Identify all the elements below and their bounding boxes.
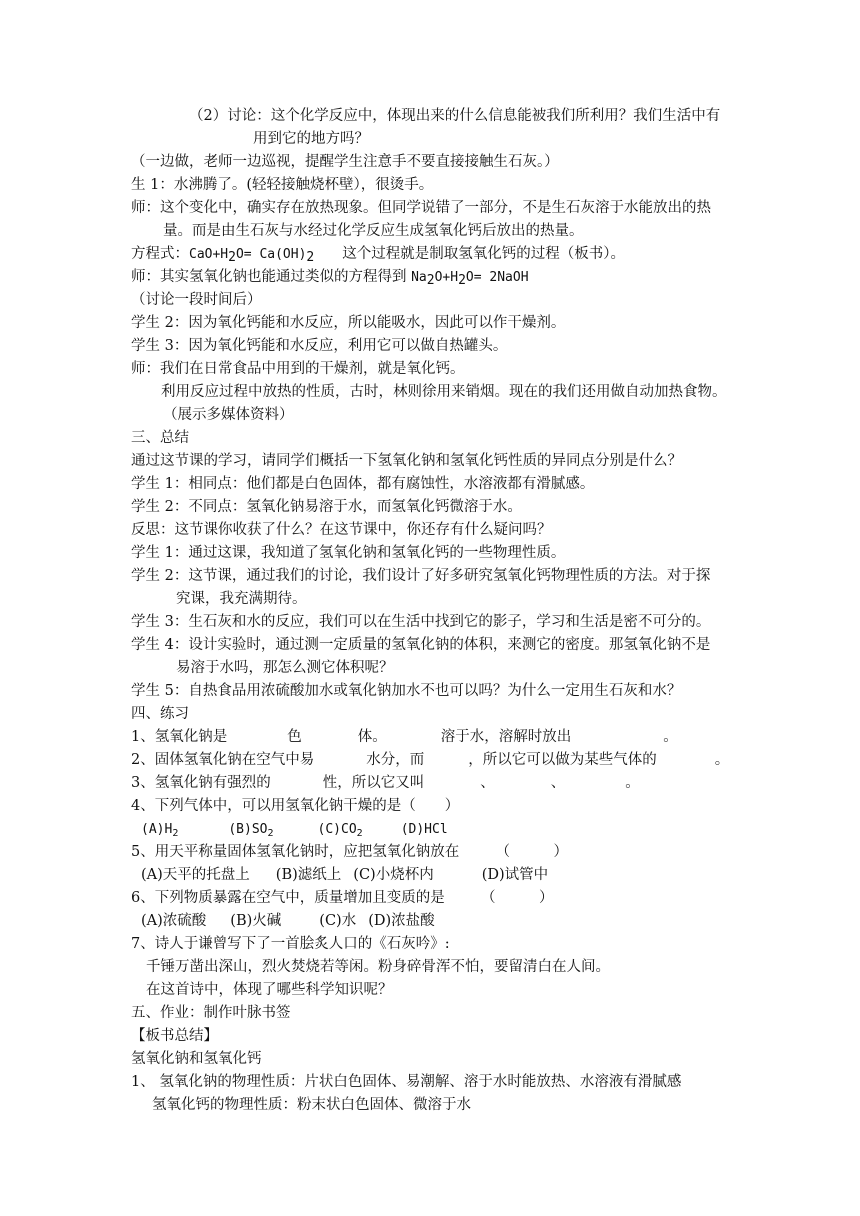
option-c: (C)水 — [319, 913, 357, 929]
exercise-3 — [131, 773, 640, 793]
exercise-text: 。 — [625, 775, 640, 791]
exercise-text: 3、氢氧化钠有强烈的 — [131, 775, 271, 791]
exercise-text: 溶于水，溶解时放出 — [440, 729, 572, 745]
board-summary-caoh2: 氢氧化钙的物理性质：粉末状白色固体、微溶于水 — [152, 1097, 471, 1113]
subscript: 2 — [228, 250, 236, 265]
option-d: (D)试管中 — [481, 867, 549, 883]
section-homework: 五、作业：制作叶脉书签 — [131, 1005, 291, 1021]
multimedia-note: （展示多媒体资料） — [163, 407, 294, 423]
equation-note: 这个过程就是制取氢氧化钙的过程（板书）。 — [342, 246, 625, 262]
option-b: $(B)SO_2$ — [228, 822, 274, 839]
exercise-4-question: 4、下列气体中，可以用氢氧化钠干燥的是（ ） — [131, 798, 460, 814]
exercise-text: 2、固体氢氧化钠在空气中易 — [131, 752, 315, 768]
teacher-note: （一边做，老师一边巡视，提醒学生注意手不要直接接触生石灰。） — [131, 154, 559, 170]
section-summary-heading: 三、总结 — [131, 430, 189, 446]
student-3-reply: 学生 3：因为氧化钙能和水反应，利用它可以做自热罐头。 — [131, 338, 508, 354]
exercise-text: 、 — [480, 775, 495, 791]
poem-question: 在这首诗中，体现了哪些科学知识呢？ — [146, 982, 393, 998]
reflection-student-4-line-1: 学生 4：设计实验时，通过测一定质量的氢氧化钠的体积，来测它的密度。那氢氧化钠不是 — [131, 637, 711, 653]
section-exercise-heading: 四、练习 — [131, 706, 189, 722]
discussion-question-line-1: （2）讨论：这个化学反应中，体现出来的什么信息能被我们所利用？我们生活中有 — [189, 108, 721, 124]
reflection-student-1: 学生 1：通过这课，我知道了氢氧化钠和氢氧化钙的一些物理性质。 — [131, 545, 566, 561]
teacher-remark: 师：其实氢氧化钠也能通过类似的方程得到 — [131, 269, 412, 285]
board-summary-naoh: 1、 氢氧化钠的物理性质：片状白色固体、易潮解、溶于水时能放热、水溶液有滑腻感 — [131, 1074, 682, 1090]
reflection-question: 反思：这节课你收获了什么？在这节课中，你还存有什么疑问吗？ — [131, 522, 552, 538]
equation-part: O= Ca(OH) — [235, 247, 307, 262]
option-b: (B)滤纸上 — [275, 867, 342, 883]
subscript: 2 — [458, 273, 466, 288]
teacher-remark-desiccant: 师：我们在日常食品中用到的干燥剂，就是氧化钙。 — [131, 361, 465, 377]
exercise-text: 性，所以它又叫 — [322, 775, 425, 791]
reflection-student-2-line-1: 学生 2：这节课，通过我们的讨论，我们设计了好多研究氢氧化钙物理性质的方法。对于探 — [131, 568, 711, 584]
exercise-1 — [131, 727, 678, 747]
equation-line — [131, 244, 625, 264]
board-summary-title: 氢氧化钠和氢氧化钙 — [131, 1051, 262, 1067]
reflection-student-4-line-2: 易溶于水吗，那怎么测它体积呢？ — [176, 660, 394, 676]
student-2-reply: 学生 2：因为氧化钙能和水反应，所以能吸水，因此可以作干燥剂。 — [131, 315, 566, 331]
poem-text: 千锤万凿出深山，烈火焚烧若等闲。粉身碎骨浑不怕，要留清白在人间。 — [146, 959, 610, 975]
exercise-6-options — [141, 911, 435, 931]
summary-question: 通过这节课的学习，请同学们概括一下氢氧化钠和氢氧化钙性质的异同点分别是什么？ — [131, 453, 682, 469]
teacher-explanation-line-2: 量。而是由生石灰与水经过化学反应生成氢氧化钙后放出的热量。 — [163, 223, 584, 239]
exercise-4-options — [141, 819, 448, 839]
option-a: $(A)H_2$ — [141, 822, 179, 839]
option-c: $(C)CO_2$ — [317, 822, 363, 839]
option-d: (D)浓盐酸 — [368, 913, 435, 929]
exercise-5-question: 5、用天平称量固体氢氧化钠时，应把氢氧化钠放在 （ ） — [131, 844, 568, 860]
exercise-text: 、 — [550, 775, 566, 791]
option-a: (A)浓硫酸 — [141, 913, 207, 929]
equation-label: 方程式： — [131, 246, 189, 262]
exercise-2 — [131, 750, 729, 770]
subscript: 2 — [426, 273, 435, 288]
option-b: (B)火碱 — [230, 913, 282, 929]
exercise-text: 1、氢氧化钠是 — [131, 729, 228, 745]
exercise-5-options — [141, 865, 548, 885]
summary-student-2: 学生 2：不同点：氢氧化钠易溶于水，而氢氧化钙微溶于水。 — [131, 499, 522, 515]
reflection-student-2-line-2: 究课，我充满期待。 — [176, 591, 307, 607]
subscript: 2 — [306, 250, 315, 265]
teacher-explanation-line-1: 师：这个变化中，确实存在放热现象。但同学说错了一部分，不是生石灰溶于水能放出的热 — [131, 200, 711, 216]
exercise-text: 水分，而 — [366, 752, 425, 768]
reflection-student-3: 学生 3：生石灰和水的反应，我们可以在生活中找到它的影子，学习和生活是密不可分的。 — [131, 614, 711, 630]
exercise-text: 体。 — [357, 729, 387, 745]
equation-part: O= 2NaOH — [465, 270, 529, 285]
equation-part: Na — [411, 270, 427, 285]
equation-part: O+H — [434, 270, 459, 285]
option-a: (A)天平的托盘上 — [141, 867, 250, 883]
exercise-text: 色 — [287, 729, 302, 745]
heat-usage-paragraph: 利用反应过程中放热的性质，古时，林则徐用来销烟。现在的我们还用做自动加热食物。 — [161, 384, 727, 400]
equation-part: CaO+H — [189, 247, 229, 262]
exercise-7-question: 7、诗人于谦曾写下了一首脍炙人口的《石灰吟》: — [131, 936, 450, 952]
exercise-text: 。 — [714, 752, 730, 768]
board-summary-heading: 【板书总结】 — [131, 1028, 218, 1044]
reflection-student-5: 学生 5：自热食品用浓硫酸加水或氧化钠加水不也可以吗？为什么一定用生石灰和水？ — [131, 683, 682, 699]
exercise-text: 。 — [663, 729, 678, 745]
naoh-equation-line — [131, 267, 529, 287]
exercise-text: ，所以它可以做为某些气体的 — [468, 752, 657, 768]
student-1-reply: 生 1：水沸腾了。(轻轻接触烧杯壁），很烫手。 — [131, 177, 434, 193]
option-d: (D)HCl — [400, 822, 448, 837]
summary-student-1: 学生 1：相同点：他们都是白色固体，都有腐蚀性，水溶液都有滑腻感。 — [131, 476, 595, 492]
discussion-note: （讨论一段时间后） — [131, 292, 262, 308]
option-c: (C)小烧杯内 — [353, 867, 434, 883]
exercise-6-question: 6、下列物质暴露在空气中，质量增加且变质的是 （ ） — [131, 890, 554, 906]
discussion-question-line-2: 用到它的地方吗？ — [253, 131, 369, 147]
